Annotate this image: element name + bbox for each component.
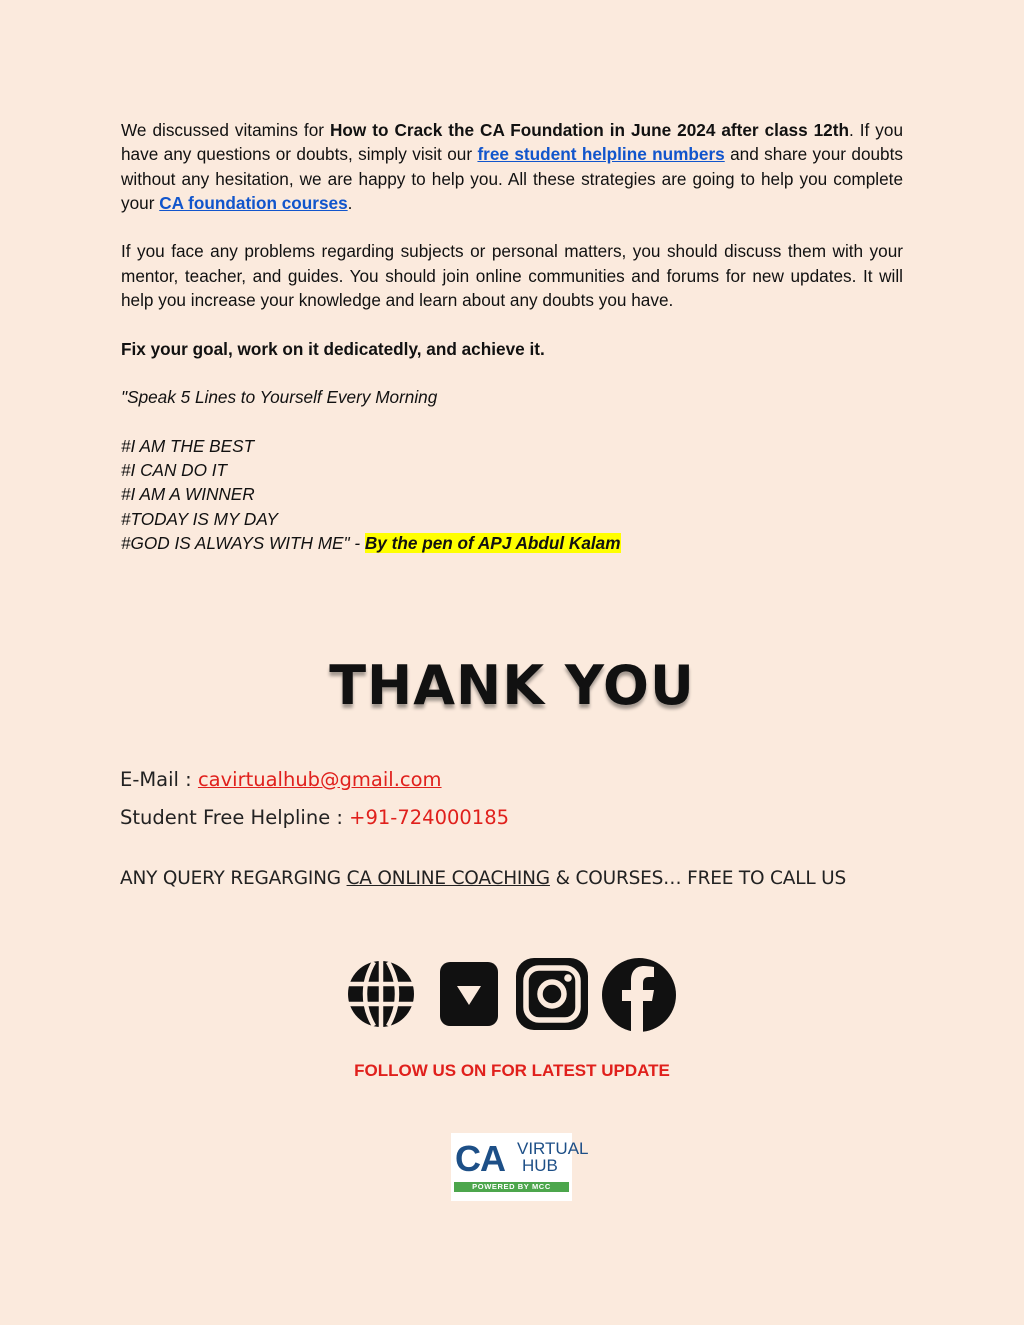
quote-attribution: By the pen of APJ Abdul Kalam: [364, 533, 621, 554]
helpline-label: Student Free Helpline :: [120, 806, 350, 829]
email-link[interactable]: cavirtualhub@gmail.com: [197, 768, 442, 791]
p1-text-2: . If you have any questions or doubts, simply visit our: [121, 120, 903, 165]
query-text-2: & COURSES… FREE TO CALL US: [549, 868, 847, 889]
quote-block: [121, 434, 903, 555]
thank-you-heading: THANK YOU: [329, 654, 695, 717]
paragraph-3: [121, 337, 903, 361]
helpline-numbers-link[interactable]: free student helpline numbers: [477, 144, 725, 165]
helpline-number[interactable]: +91-724000185: [349, 806, 510, 829]
p1-text-1: We discussed vitamins for: [121, 120, 330, 140]
social-icons: [344, 956, 684, 1034]
ca-virtual-hub-logo: [451, 1133, 589, 1201]
ca-online-coaching-link[interactable]: CA ONLINE COACHING: [346, 868, 550, 889]
quote-line-2: #I CAN DO IT: [121, 460, 228, 481]
quote-line-5: [121, 531, 903, 555]
p1-text-3: and share your doubts without any hesitation, we are happy to help you. All these strategies are going to help you complete your: [121, 144, 903, 213]
quote-line-3: #I AM A WINNER: [121, 484, 255, 505]
quote-intro: "Speak 5 Lines to Yourself Every Morning: [121, 387, 438, 408]
query-line: [120, 868, 846, 889]
instagram-icon[interactable]: [514, 956, 590, 1032]
paragraph-1: [121, 118, 903, 215]
dropdown-icon[interactable]: [438, 960, 500, 1028]
query-text-1: ANY QUERY REGARGING: [120, 868, 347, 889]
p1-bold-title: How to Crack the CA Foundation in June 2024 after class 12th: [329, 120, 849, 140]
goal-statement: Fix your goal, work on it dedicatedly, and achieve it.: [121, 338, 545, 359]
p1-text-4: .: [347, 192, 353, 213]
facebook-icon[interactable]: [600, 956, 678, 1034]
globe-icon[interactable]: [344, 956, 418, 1032]
ca-foundation-courses-link[interactable]: CA foundation courses: [159, 192, 348, 213]
paragraph-2: If you face any problems regarding subjects or personal matters, you should discuss them with your mentor, teacher, and guides. You should join online communities and forums for new updates. It will help you increase your knowledge and learn about any doubts you have.: [121, 241, 903, 311]
follow-us-text: FOLLOW US ON FOR LATEST UPDATE: [354, 1061, 670, 1080]
email-line: [120, 768, 442, 791]
helpline-line: [120, 806, 509, 829]
logo-ca-text: CA: [455, 1138, 505, 1179]
article-body: [121, 118, 903, 555]
logo-virtual-text: VIRTUAL: [517, 1139, 589, 1158]
email-label: E-Mail :: [120, 768, 198, 791]
quote-line-4: #TODAY IS MY DAY: [121, 508, 278, 529]
logo-tagline: POWERED BY MCC: [454, 1182, 569, 1192]
quote-last-text: #GOD IS ALWAYS WITH ME" -: [121, 533, 365, 554]
logo-hub-text: HUB: [522, 1156, 558, 1175]
quote-line-1: #I AM THE BEST: [121, 435, 255, 456]
